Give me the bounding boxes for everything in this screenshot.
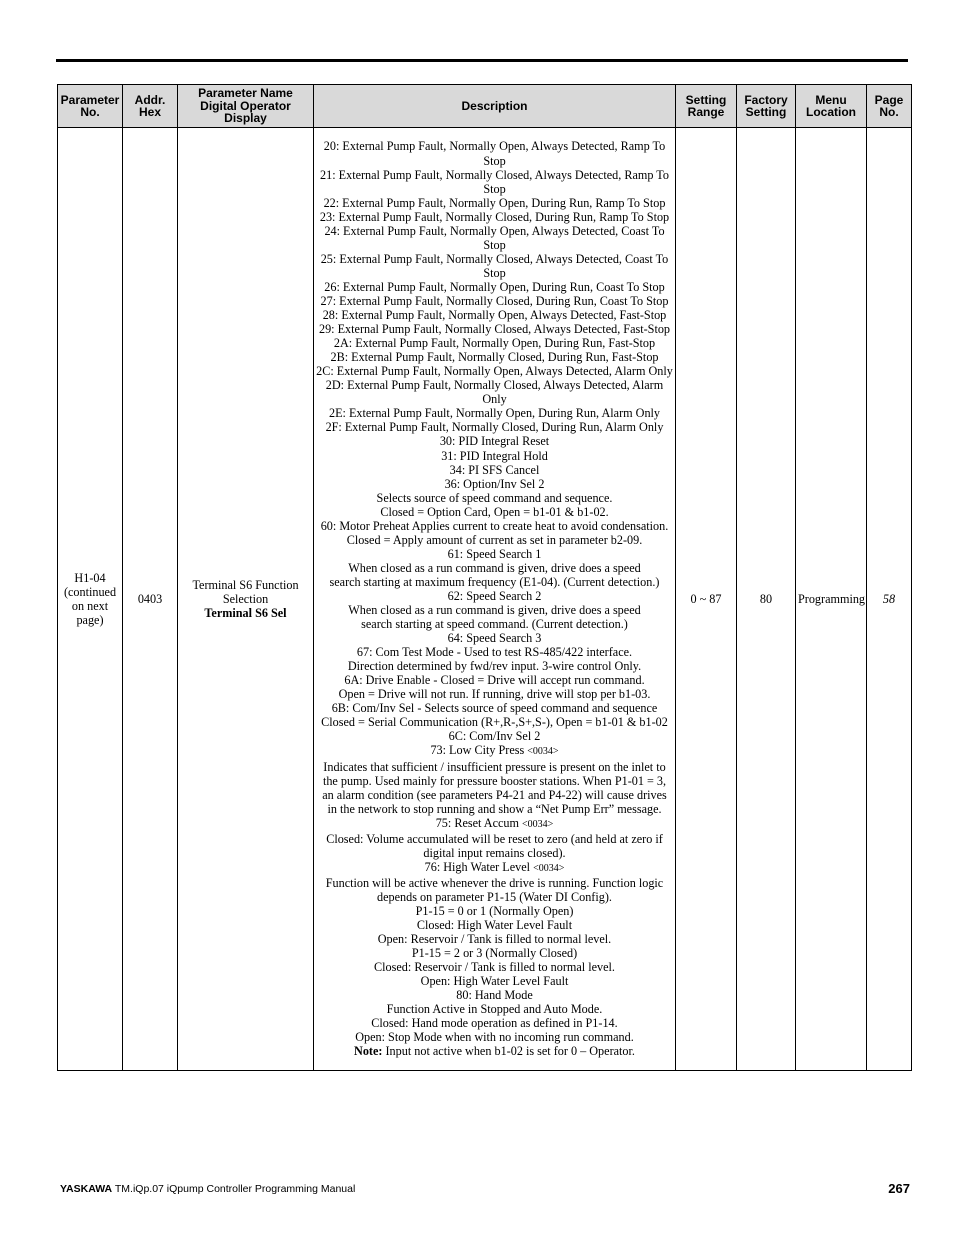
description-lines <box>316 139 673 743</box>
description-line: Function Active in Stopped and Auto Mode. <box>386 1002 603 1017</box>
description-line: depends on parameter P1-15 (Water DI Config). <box>377 889 612 904</box>
top-rule <box>56 59 908 62</box>
description-line: 2A: External Pump Fault, Normally Open, During Run, Fast-Stop <box>333 336 656 351</box>
description-line: P1-15 = 2 or 3 (Normally Closed) <box>411 946 578 961</box>
description-line: When closed as a run command is given, drive does a speed <box>348 603 641 618</box>
description-line: 24: External Pump Fault, Normally Open, Always Detected, Coast To Stop <box>324 223 665 252</box>
description-line: Closed: High Water Level Fault <box>416 918 573 933</box>
header-factory-setting: Factory Setting <box>737 85 796 128</box>
description-line: 60: Motor Preheat Applies current to create heat to avoid condensation. <box>320 518 669 533</box>
description-line: 21: External Pump Fault, Normally Closed, Always Detected, Ramp To Stop <box>320 167 669 196</box>
description-line: Closed: Hand mode operation as defined in P1-14. <box>371 1016 618 1031</box>
reset-accum-text: Closed: Volume accumulated will be reset to zero (and held at zero if digital input remains closed). <box>326 831 663 860</box>
description-line: search starting at speed command. (Current detection.) <box>361 617 628 632</box>
description-line: 6B: Com/Inv Sel - Selects source of speed command and sequence <box>331 701 658 716</box>
description-line: Closed = Apply amount of current as set in parameter b2-09. <box>346 532 643 547</box>
header-description: Description <box>314 85 676 128</box>
cell-description <box>314 128 676 1071</box>
description-line: 29: External Pump Fault, Normally Closed, Always Detected, Fast-Stop <box>318 322 671 337</box>
description-line: 64: Speed Search 3 <box>447 631 542 646</box>
header-menu-location: Menu Location <box>796 85 867 128</box>
description-line: 22: External Pump Fault, Normally Open, During Run, Ramp To Stop <box>323 195 666 210</box>
header-row <box>58 85 912 128</box>
description-line: Open: Stop Mode when with no incoming run command. <box>355 1030 634 1045</box>
high-water-lines <box>316 876 673 1045</box>
description-line: search starting at maximum frequency (E1-04). (Current detection.) <box>329 574 660 589</box>
description-line: Selects source of speed command and sequence. <box>376 490 613 505</box>
table-row <box>58 128 912 1071</box>
description-line: Closed = Serial Communication (R+,R-,S+,S-), Open = b1-01 & b1-02 <box>321 715 668 730</box>
header-setting-range: Setting Range <box>676 85 737 128</box>
description-line: Closed = Option Card, Open = b1-01 & b1-02. <box>380 504 609 519</box>
description-line: 31: PID Integral Hold <box>441 448 548 463</box>
description-line: 2D: External Pump Fault, Normally Closed, Always Detected, Alarm Only <box>325 378 664 407</box>
footer-page-number: 267 <box>888 1181 910 1196</box>
description-line: 20: External Pump Fault, Normally Open, Always Detected, Ramp To Stop <box>323 139 666 168</box>
description-line: 67: Com Test Mode - Used to test RS-485/422 interface. <box>356 645 633 660</box>
low-city-press-heading: 73: Low City Press <0034> <box>430 743 559 758</box>
low-city-press-text: Indicates that sufficient / insufficient pressure is present on the inlet to the pump. Used mainly for pressure booster stations. When P1-01 = 3, an alarm condition (see parameters P4-21 and P4-22) will cause drives in the network to stop running and show a “Net Pump Err” message. <box>322 759 667 816</box>
description-line: Closed: Reservoir / Tank is filled to normal level. <box>374 960 615 975</box>
header-addr-hex: Addr. Hex <box>123 85 178 128</box>
header-page-no: Page No. <box>867 85 912 128</box>
cell-page-no[interactable]: 58 <box>867 128 912 1071</box>
description-line: Open: Reservoir / Tank is filled to normal level. <box>377 932 612 947</box>
cell-factory-setting: 80 <box>737 128 796 1071</box>
header-parameter-no: Parameter No. <box>58 85 123 128</box>
description-line: 6A: Drive Enable - Closed = Drive will accept run command. <box>344 673 645 688</box>
description-line: When closed as a run command is given, drive does a speed <box>348 560 641 575</box>
description-line: 23: External Pump Fault, Normally Closed, During Run, Ramp To Stop <box>319 209 670 224</box>
cell-addr-hex: 0403 <box>123 128 178 1071</box>
description-line: 2C: External Pump Fault, Normally Open, Always Detected, Alarm Only <box>316 364 673 379</box>
cell-parameter-no: H1-04 (continued on next page) <box>58 128 123 1071</box>
description-line: Open: High Water Level Fault <box>420 974 569 989</box>
description-line: 2B: External Pump Fault, Normally Closed, During Run, Fast-Stop <box>330 350 659 365</box>
description-line: 2F: External Pump Fault, Normally Closed, During Run, Alarm Only <box>325 420 664 435</box>
description-line: 34: PI SFS Cancel <box>449 462 540 477</box>
description-line: 36: Option/Inv Sel 2 <box>444 476 545 491</box>
description-line: 61: Speed Search 1 <box>447 546 542 561</box>
cell-menu-location: Programming <box>796 128 867 1071</box>
reset-accum-heading: 75: Reset Accum <0034> <box>435 815 554 830</box>
description-line: P1-15 = 0 or 1 (Normally Open) <box>415 904 574 918</box>
description-line: 25: External Pump Fault, Normally Closed, Always Detected, Coast To Stop <box>320 251 669 280</box>
description-line: Open = Drive will not run. If running, drive will stop per b1-03. <box>338 687 651 702</box>
header-parameter-name: Parameter Name Digital Operator Display <box>178 85 314 128</box>
cell-setting-range: 0 ~ 87 <box>676 128 737 1071</box>
description-line: 26: External Pump Fault, Normally Open, During Run, Coast To Stop <box>324 279 665 294</box>
description-line: 30: PID Integral Reset <box>439 434 550 449</box>
description-line: 2E: External Pump Fault, Normally Open, During Run, Alarm Only <box>328 406 661 421</box>
description-line: Function will be active whenever the drive is running. Function logic <box>325 875 664 890</box>
footer-manual-title: YASKAWA TM.iQp.07 iQpump Controller Programming Manual <box>60 1183 356 1195</box>
cell-parameter-name <box>178 128 314 1071</box>
parameter-table <box>57 84 912 1071</box>
description-line: Direction determined by fwd/rev input. 3-wire control Only. <box>347 659 642 674</box>
note: Note: Input not active when b1-02 is set for 0 – Operator. <box>354 1044 635 1059</box>
digital-operator-display: Terminal S6 Sel <box>204 606 287 620</box>
parameter-name: Terminal S6 Function Selection <box>192 578 299 606</box>
description-line: 62: Speed Search 2 <box>447 588 542 603</box>
description-line: 6C: Com/Inv Sel 2 <box>448 729 541 744</box>
description-line: 80: Hand Mode <box>456 988 533 1003</box>
description-line: 27: External Pump Fault, Normally Closed, During Run, Coast To Stop <box>320 293 669 308</box>
high-water-heading: 76: High Water Level <0034> <box>424 859 565 874</box>
description-line: 28: External Pump Fault, Normally Open, Always Detected, Fast-Stop <box>322 308 667 323</box>
